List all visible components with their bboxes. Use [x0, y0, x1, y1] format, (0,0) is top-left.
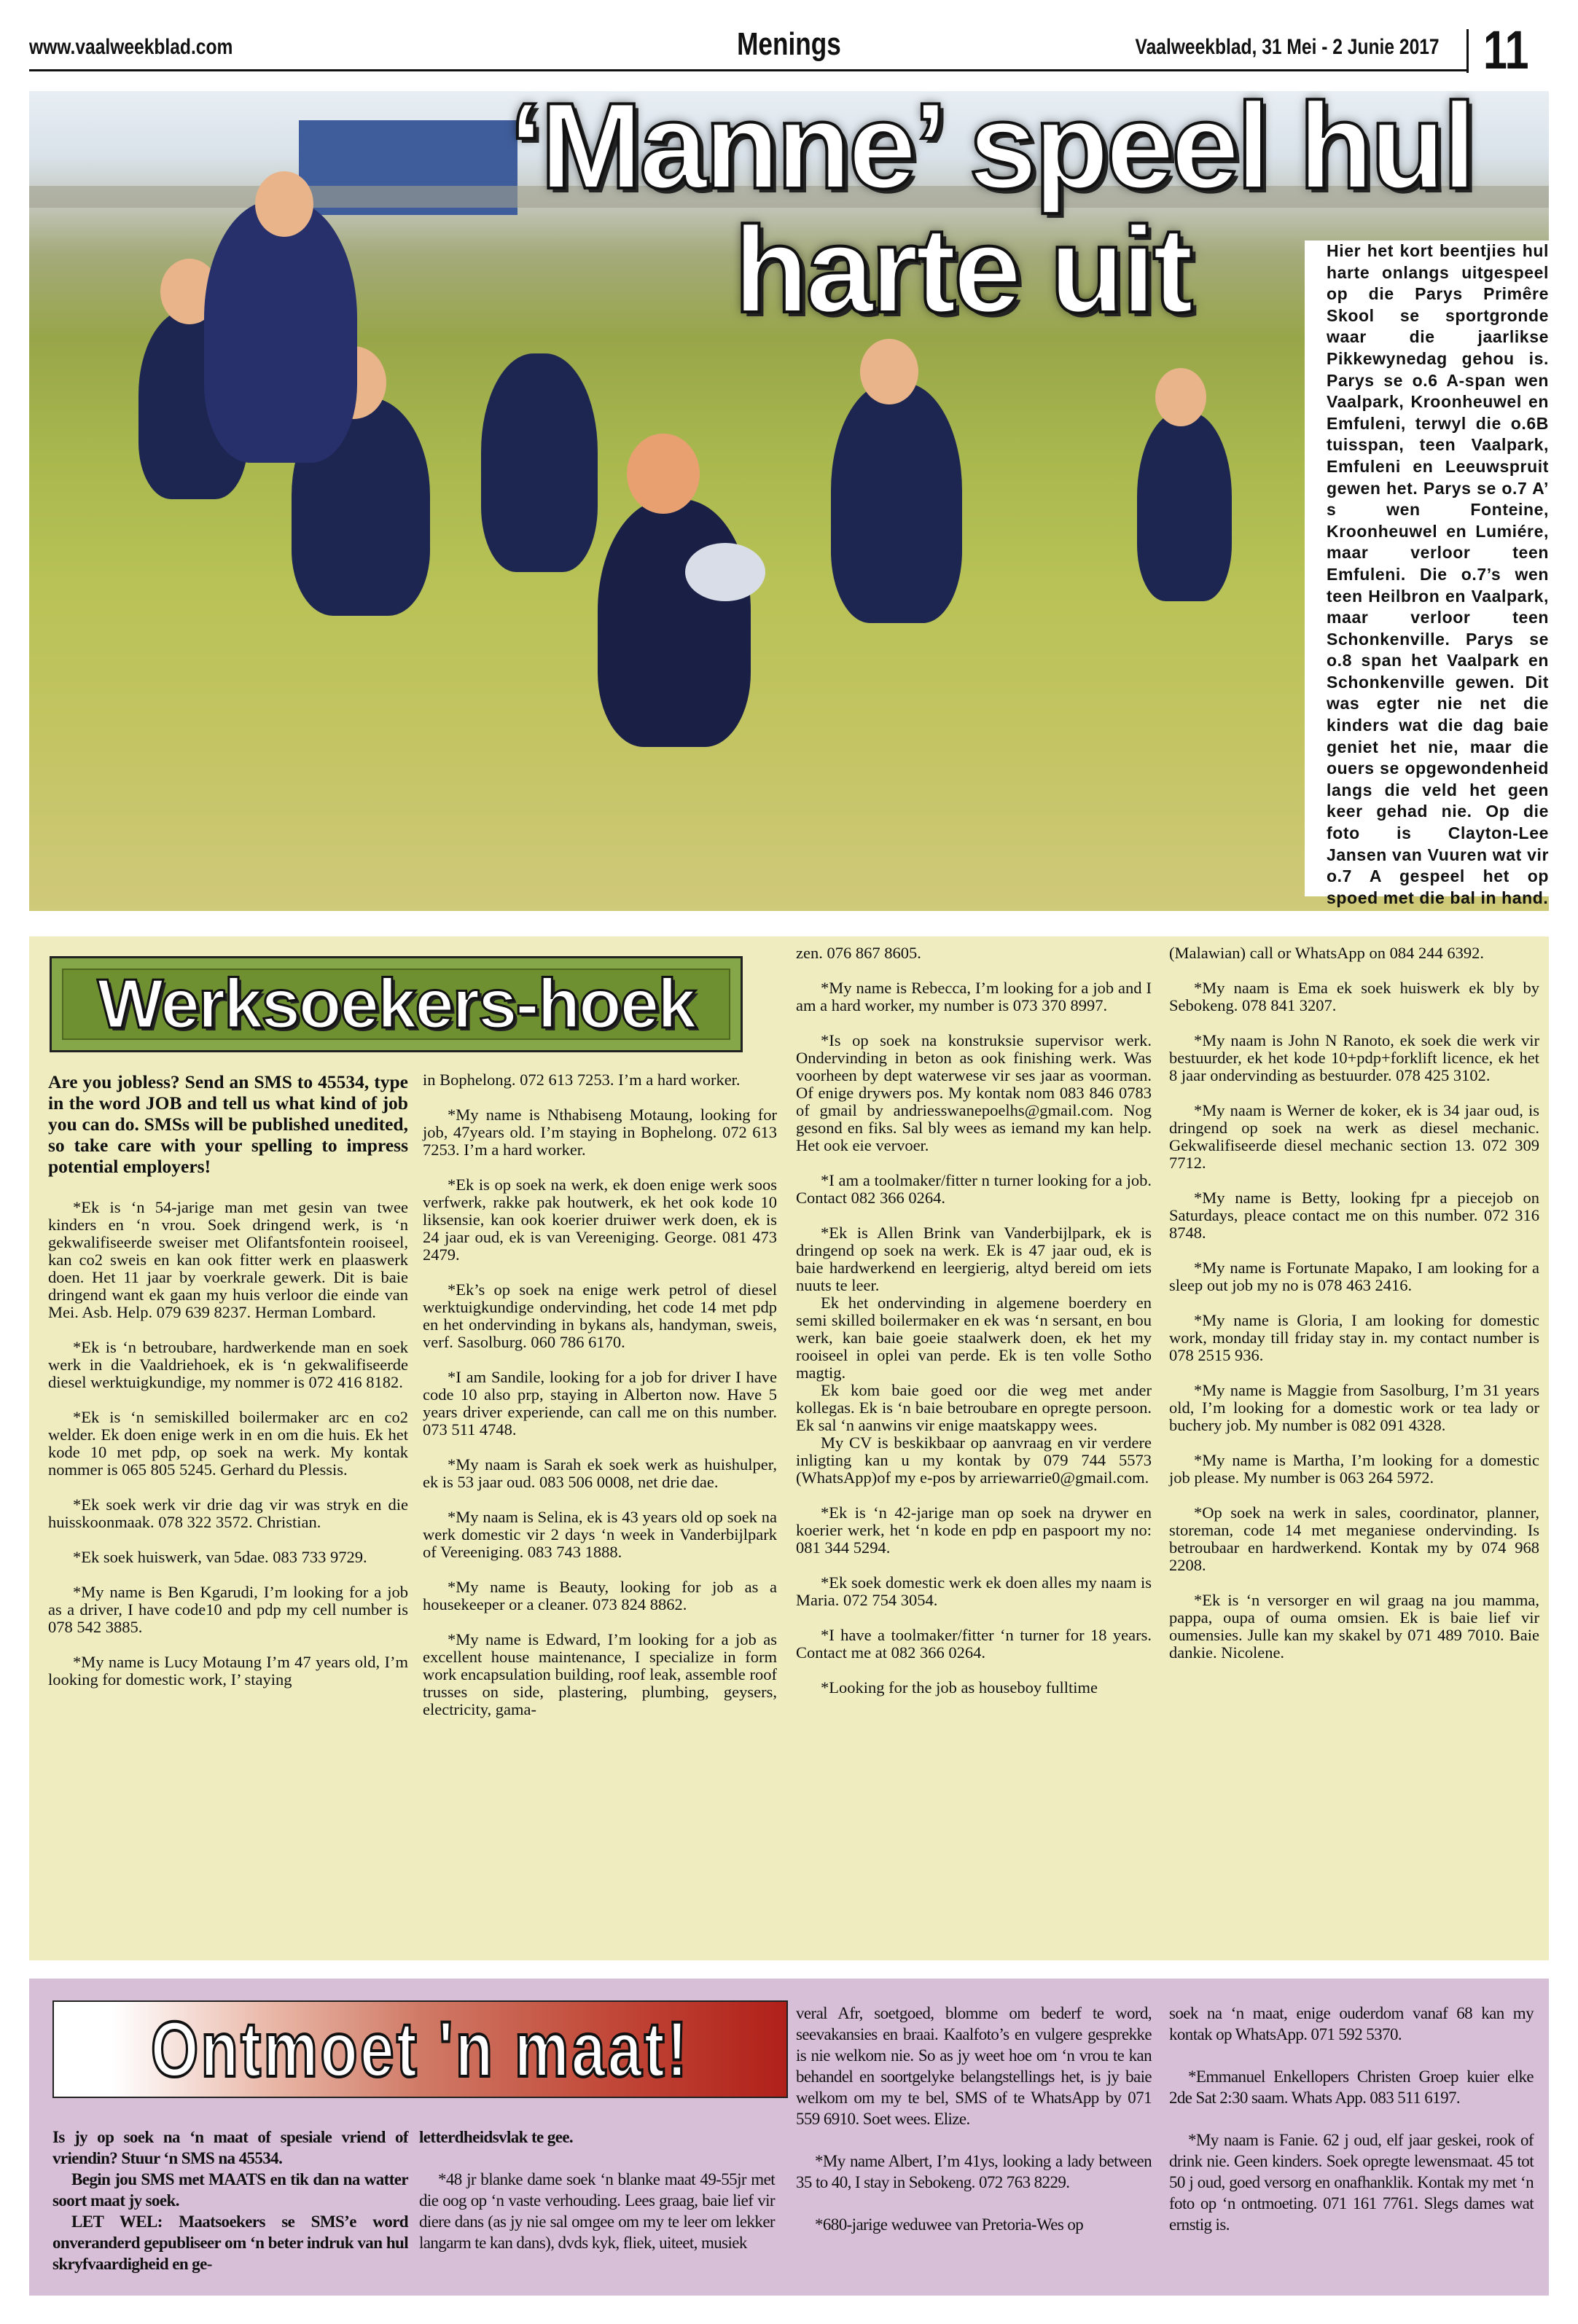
classified-ad: *My naam is Werner de koker, ek is 34 jaar oud, is dringend op soek na werk as diesel mechanic. Gekwalifiseerde diesel mechanic section 13. 072 309 7712.: [1169, 1101, 1539, 1172]
photo-child-head: [860, 339, 918, 404]
classified-ad: *I have a toolmaker/fitter ‘n turner for 18 years. Contact me at 082 366 0264.: [796, 1626, 1152, 1662]
classified-ad: *Ek is ‘n 54-jarige man met gesin van twee kinders en ‘n vrou. Soek dringend werk, is ‘n gekwalifiseerde sweiser met Olifantsfontein rooiseel, kan co2 sweis en kan ook fitter werk en plaaswerk doen. Het 11 jaar by voerkrale gewerk. Dit is baie dringend want ek gaan my huis verloor die einde van Mei. Asb. Help. 079 639 8237. Herman Lombard.: [48, 1198, 408, 1321]
classified-ad: *My naam is John N Ranoto, ek soek die werk vir bestuurder, ek het kode 10+pdp+forklift licence, ek het 8 jaar ondervinding as bestuurder. 078 425 3102.: [1169, 1031, 1539, 1084]
classified-ad: *680-jarige weduwee van Pretoria-Wes op: [815, 2215, 1084, 2234]
continued-text: Is jy op soek na ‘n maat of spesiale vriend of vriendin? Stuur ‘n SMS na 45534.: [52, 2128, 408, 2167]
jobs-intro: Are you jobless? Send an SMS to 45534, type in the word JOB and tell us what kind of job you can do. SMSs will be published unedited, so take care with your spelling to impress potential employers!: [48, 1071, 408, 1177]
classified-ad: *My naam is Fanie. 62 j oud, elf jaar geskei, rook of drink nie. Geen kinders. Soek opregte lewensmaat. 45 tot 50 j oud, goed versorg en onafhanklik. Kontak my met ‘n foto op ‘n ontmoeting. 071 161 7761. Slegs dames wat ernstig is.: [1169, 2131, 1534, 2234]
classified-ad: *My name Albert, I’m 41ys, looking a lady between 35 to 40, I stay in Sebokeng. 072 763 8229.: [796, 2152, 1152, 2191]
rugby-ball: [685, 543, 765, 601]
classified-ad: *Ek soek domestic werk ek doen alles my naam is Maria. 072 754 3054.: [796, 1573, 1152, 1609]
classified-ad: *Looking for the job as houseboy fulltime: [821, 1678, 1098, 1697]
classified-ad: *Ek is ‘n betroubare, hardwerkende man en soek werk in die Vaaldriehoek, ek is ‘n gekwalifiseerde diesel werktuigkundige, my nommer is 072 416 8182.: [48, 1338, 408, 1391]
continued-text: zen. 076 867 8605.: [796, 944, 921, 962]
classified-ad: *My name is Edward, I’m looking for a job as excellent house maintenance, I specialize in form work encapsulation building, roof leak, assemble roof trusses on side, plastering, plumbing, geysers, electricity, gama-: [423, 1630, 777, 1718]
classified-ad: *My name is Maggie from Sasolburg, I’m 31 years old, I’m looking for a domestic work or tea lady or buchery job. My number is 082 091 4328.: [1169, 1381, 1539, 1434]
photo-child-head: [627, 434, 700, 514]
continued-text: soek na ‘n maat, enige ouderdom vanaf 68 kan my kontak op WhatsApp. 071 592 5370.: [1169, 2004, 1534, 2043]
dateline: Vaalweekblad, 31 Mei - 2 Junie 2017: [1135, 35, 1440, 59]
classified-ad: *My name is Lucy Motaung I’m 47 years old, I’m looking for domestic work, I’ staying: [48, 1653, 408, 1689]
classified-ad: *Op soek na werk in sales, coordinator, planner, storeman, code 14 met meganiese ondervinding. Is betroubaar en hardwerkend. Kontak my by 074 968 2208.: [1169, 1503, 1539, 1574]
classified-ad: Ek het ondervinding in algemene boerdery en semi skilled boilermaker en ek was ‘n sersant, en bou werk, kan baie goeie staalwerk doen, ek het my rooiseel in oplei van perde. Ek is ten volle Sotho magtig.: [796, 1294, 1152, 1382]
classified-ad: *My name is Betty, looking fpr a piecejob on Saturdays, pleace contact me on this number. 072 316 8748.: [1169, 1189, 1539, 1242]
site-url[interactable]: www.vaalweekblad.com: [29, 35, 233, 59]
jobs-column-1: [48, 1071, 408, 1706]
photo-child: [1137, 412, 1232, 601]
mates-column-3: [796, 2003, 1152, 2256]
classified-ad: *Ek is ‘n 42-jarige man op soek na drywer en koerier werk, het ‘n kode en pdp en paspoort my no: 081 344 5294.: [796, 1503, 1152, 1557]
photo-child: [831, 383, 962, 623]
jobs-heading-banner: [50, 956, 743, 1052]
photo-adult-head: [255, 171, 313, 237]
classified-ad: *My name is Gloria, I am looking for domestic work, monday till friday stay in. my contact number is 078 2515 936.: [1169, 1311, 1539, 1364]
photo-child-head: [1155, 368, 1206, 426]
section-title: Menings: [737, 26, 841, 62]
jobs-heading: Werksoekers-hoek: [97, 965, 695, 1043]
classified-ad: *Is op soek na konstruksie supervisor werk. Ondervinding in beton as ook finishing werk. Was voorheen by dept waterwese vir ses jaar as voorman. Of enige drywers pos. My kontak nom 083 846 0783 of gmail by andriesswanepoelhs@gmail.com. Nog gesond en fiks. Sal bly wees as iemand my kan help. Het ook eie vervoer.: [796, 1031, 1152, 1154]
classified-ad: Ek kom baie goed oor die weg met ander kollegas. Ek is ‘n baie betroubare en opregte persoon. Ek sal ‘n aanwins vir enige maatskappy wees.: [796, 1381, 1152, 1434]
classified-ad: *My name is Rebecca, I’m looking for a job and I am a hard worker, my number is 073 370 8997.: [796, 979, 1152, 1014]
classified-ad: *Ek soek huiswerk, van 5dae. 083 733 9729.: [73, 1548, 367, 1566]
classified-ad: *Ek’s op soek na enige werk petrol of diesel werktuigkundige ondervinding, het code 14 met pdp en het ondervinding in bykans als, handyman, sweis, verf. Sasolburg. 060 786 6170.: [423, 1280, 777, 1351]
classified-ad: Begin jou SMS met MAATS en tik dan na watter soort maat jy soek.: [52, 2170, 408, 2210]
headline-line-2: harte uit: [733, 201, 1191, 338]
continued-text: veral Afr, soetgoed, blomme om bederf te word, seevakansies en braai. Kaalfoto’s en vulgere gesprekke is nie welkom nie. So as jy weet hoe om ‘n vrou te kan behandel en soortgelyke belangstellings het, is jy baie welkom om my te bel, SMS of te WhatsApp by 071 559 6910. Soet wees. Elize.: [796, 2004, 1152, 2128]
caption-text: Hier het kort beentjies hul harte onlangs uitgespeel op die Parys Primêre Skool se sportgronde waar die jaarlikse Pikkewynedag gehou is. Parys se o.6 A-span wen Vaalpark, Kroonheuwel en Emfuleni, terwyl die o.6B tuisspan, teen Vaalpark, Emfuleni en Leeuwspruit gewen het. Parys se o.7 A’ s wen Fonteine, Kroonheuwel en Lumiére, maar verloor teen Emfuleni. Die o.7’s wen teen Heilbron en Vaalpark, maar verloor teen Schonkenville. Parys se o.8 span het Vaalpark en Schonkenville gewen. Dit was egter nie net die kinders wat die dag baie geniet het nie, maar die ouers se opgewondenheid langs die veld het geen keer gehad nie. Op die foto is Clayton-Lee Jansen van Vuuren wat vir o.7 A gespeel het op spoed met die bal in hand.: [1327, 241, 1549, 907]
mates-column-2: [419, 2127, 775, 2274]
classified-ad: *My naam is Selina, ek is 43 years old op soek na werk domestic vir 2 days ‘n week in Vanderbijlpark of Vereeniging. 083 743 1888.: [423, 1508, 777, 1561]
classified-ad: *My name is Ben Kgarudi, I’m looking for a job as a driver, I have code10 and pdp my cell number is 078 542 3885.: [48, 1583, 408, 1636]
classified-ad: *My name is Martha, I’m looking for a domestic job please. My number is 063 264 5972.: [1169, 1451, 1539, 1487]
photo-child: [481, 353, 598, 572]
classified-ad: *My name is Nthabiseng Motaung, looking for job, 47years old. I’m staying in Bophelong. 072 613 7253. I’m a hard worker.: [423, 1106, 777, 1159]
mates-column-4: [1169, 2003, 1534, 2256]
classified-ad: *Ek is Allen Brink van Vanderbijlpark, ek is dringend op soek na werk. Ek is 47 jaar oud, ek is baie hardwerkend en leergierig, altyd bereid om iets nuuts te leer.: [796, 1224, 1152, 1294]
jobs-column-2: [423, 1071, 777, 1736]
classified-ad: *Ek is ‘n semiskilled boilermaker arc en co2 welder. Ek doen enige werk in en om die huis. Ek het kode 10 met pdp, op soek na werk. My kontak nommer is 065 805 5245. Gerhard du Plessis.: [48, 1408, 408, 1479]
classified-ad: *I am a toolmaker/fitter n turner looking for a job. Contact 082 366 0264.: [796, 1171, 1152, 1207]
classified-ad: My CV is beskikbaar op aanvraag en vir verdere inligting kan u my kontak by 079 744 5573 (WhatsApp)of my e-pos by arriewarrie0@gmail.com.: [796, 1433, 1152, 1487]
mates-column-1: [52, 2127, 408, 2296]
classified-ad: *My name is Fortunate Mapako, I am looking for a sleep out job my no is 078 463 2416.: [1169, 1259, 1539, 1294]
continued-text: letterdheidsvlak te gee.: [419, 2128, 574, 2146]
continued-text: in Bophelong. 072 613 7253. I’m a hard worker.: [423, 1071, 741, 1089]
classified-ad: *Ek is ‘n versorger en wil graag na jou mamma, pappa, oupa of ouma omsien. Ek is baie lief vir oumensies. Julle kan my skakel by 071 489 7010. Baie dankie. Nicolene.: [1169, 1591, 1539, 1662]
classified-ad: *48 jr blanke dame soek ‘n blanke maat 49-55jr met die oog op ‘n vaste verhouding. Lees graag, baie lief vir diere dans (as jy nie sal omgee om my te leer om lekker langarm te kan dans), dvds kyk, fliek, uiteet, musiek: [419, 2170, 775, 2252]
classified-ad: *My naam is Ema ek soek huiswerk ek bly by Sebokeng. 078 841 3207.: [1169, 979, 1539, 1014]
header-divider: [1466, 29, 1469, 73]
continued-text: (Malawian) call or WhatsApp on 084 244 6392.: [1169, 944, 1484, 962]
jobs-column-3: [796, 944, 1152, 1714]
photo-child-with-ball: [598, 499, 751, 747]
classified-ad: *My name is Beauty, looking for job as a housekeeper or a cleaner. 073 824 8862.: [423, 1578, 777, 1613]
photo-adult: [204, 200, 357, 463]
jobs-column-1-ads: [48, 1199, 408, 1689]
mates-heading-banner: [52, 2000, 788, 2098]
photo-caption: [1305, 240, 1552, 907]
classified-ad: *Emmanuel Enkellopers Christen Groep kuier elke 2de Sat 2:30 saam. Whats App. 083 511 6197.: [1169, 2067, 1534, 2107]
headline-line-1: ‘Manne’ speel hul: [509, 91, 1474, 214]
classified-ad: *I am Sandile, looking for a job for driver I have code 10 also prp, staying in Alberton now. Have 5 years driver experiende, can call me on this number. 073 511 4748.: [423, 1368, 777, 1439]
page-number: 11: [1483, 20, 1529, 80]
classified-ad: *Ek soek werk vir drie dag vir was stryk en die huisskoonmaak. 078 322 3572. Christian.: [48, 1495, 408, 1531]
mates-heading: Ontmoet 'n maat!: [150, 2005, 690, 2093]
jobs-column-4: [1169, 944, 1539, 1679]
classified-ad: *My naam is Sarah ek soek werk as huishulper, ek is 53 jaar oud. 083 506 0008, net drie dae.: [423, 1455, 777, 1491]
classified-ad: *Ek is op soek na werk, ek doen enige werk soos verfwerk, rakke pak houtwerk, ek het ook kode 10 liksensie, kan ook koerier druiwer werk doen, ek is 24 jaar oud, ek is van Vereeniging. George. 081 473 2479.: [423, 1175, 777, 1264]
classified-ad: LET WEL: Maatsoekers se SMS’e word onveranderd gepubliseer om ‘n beter indruk van hul skryfvaardigheid en ge-: [52, 2213, 408, 2273]
header-rule: [29, 69, 1466, 71]
